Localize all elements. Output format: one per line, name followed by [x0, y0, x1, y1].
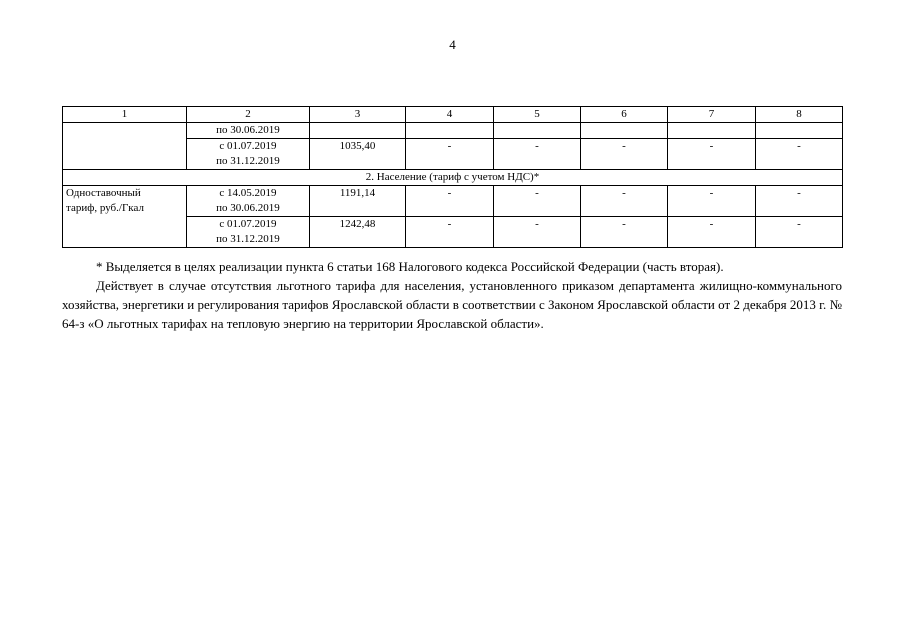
empty-cell [756, 123, 843, 139]
tariff-name-cell [63, 186, 187, 248]
period-end: по 30.06.2019 [216, 202, 280, 214]
column-header: 2 [187, 107, 310, 123]
table-row [63, 123, 843, 139]
dash-cell: - [494, 217, 581, 248]
column-header: 3 [310, 107, 406, 123]
dash-cell: - [494, 186, 581, 217]
period-cell [187, 186, 310, 217]
period-cell [187, 217, 310, 248]
tariff-name-cell [63, 123, 187, 170]
page-number: 4 [449, 37, 456, 52]
value-cell [310, 123, 406, 139]
value-cell: 1242,48 [310, 217, 406, 248]
column-header: 5 [494, 107, 581, 123]
dash-cell: - [406, 186, 494, 217]
column-header: 1 [63, 107, 187, 123]
dash-cell: - [581, 139, 668, 170]
section-title: 2. Население (тариф с учетом НДС)* [63, 170, 843, 186]
empty-cell [581, 123, 668, 139]
column-header: 4 [406, 107, 494, 123]
table-header-row [63, 107, 843, 123]
dash-cell: - [756, 139, 843, 170]
tariff-table [62, 106, 843, 248]
tariff-name-line: тариф, руб./Гкал [66, 202, 144, 214]
dash-cell: - [581, 186, 668, 217]
value-cell: 1035,40 [310, 139, 406, 170]
value-cell: 1191,14 [310, 186, 406, 217]
dash-cell: - [406, 217, 494, 248]
period-start: с 14.05.2019 [219, 187, 277, 199]
period-cell: по 30.06.2019 [187, 123, 310, 139]
table-row [63, 186, 843, 217]
footnote: * Выделяется в целях реализации пункта 6 статьи 168 Налогового кодекса Российской Федерации (часть вторая). [96, 259, 724, 274]
column-header: 6 [581, 107, 668, 123]
column-header: 8 [756, 107, 843, 123]
notes [62, 257, 842, 333]
dash-cell: - [756, 186, 843, 217]
dash-cell: - [668, 139, 756, 170]
column-header: 7 [668, 107, 756, 123]
dash-cell: - [581, 217, 668, 248]
period-end: по 31.12.2019 [216, 155, 280, 167]
tariff-name-line: Одноставочный [66, 187, 141, 199]
dash-cell: - [756, 217, 843, 248]
empty-cell [668, 123, 756, 139]
empty-cell [406, 123, 494, 139]
dash-cell: - [406, 139, 494, 170]
period-cell [187, 139, 310, 170]
period-start: с 01.07.2019 [219, 218, 277, 230]
empty-cell [494, 123, 581, 139]
validity-paragraph: Действует в случае отсутствия льготного тарифа для населения, установленного приказом департамента жилищно-коммунального хозяйства, энергетики и регулирования тарифов Ярославской области в соответствии с Законом Ярославской области от 2 декабря 2013 г. № 64-з «О льготных тарифах на тепловую энергию на территории Ярославской области». [62, 278, 842, 331]
dash-cell: - [668, 186, 756, 217]
dash-cell: - [668, 217, 756, 248]
section-row [63, 170, 843, 186]
period-end: по 31.12.2019 [216, 233, 280, 245]
dash-cell: - [494, 139, 581, 170]
period-start: с 01.07.2019 [219, 140, 277, 152]
